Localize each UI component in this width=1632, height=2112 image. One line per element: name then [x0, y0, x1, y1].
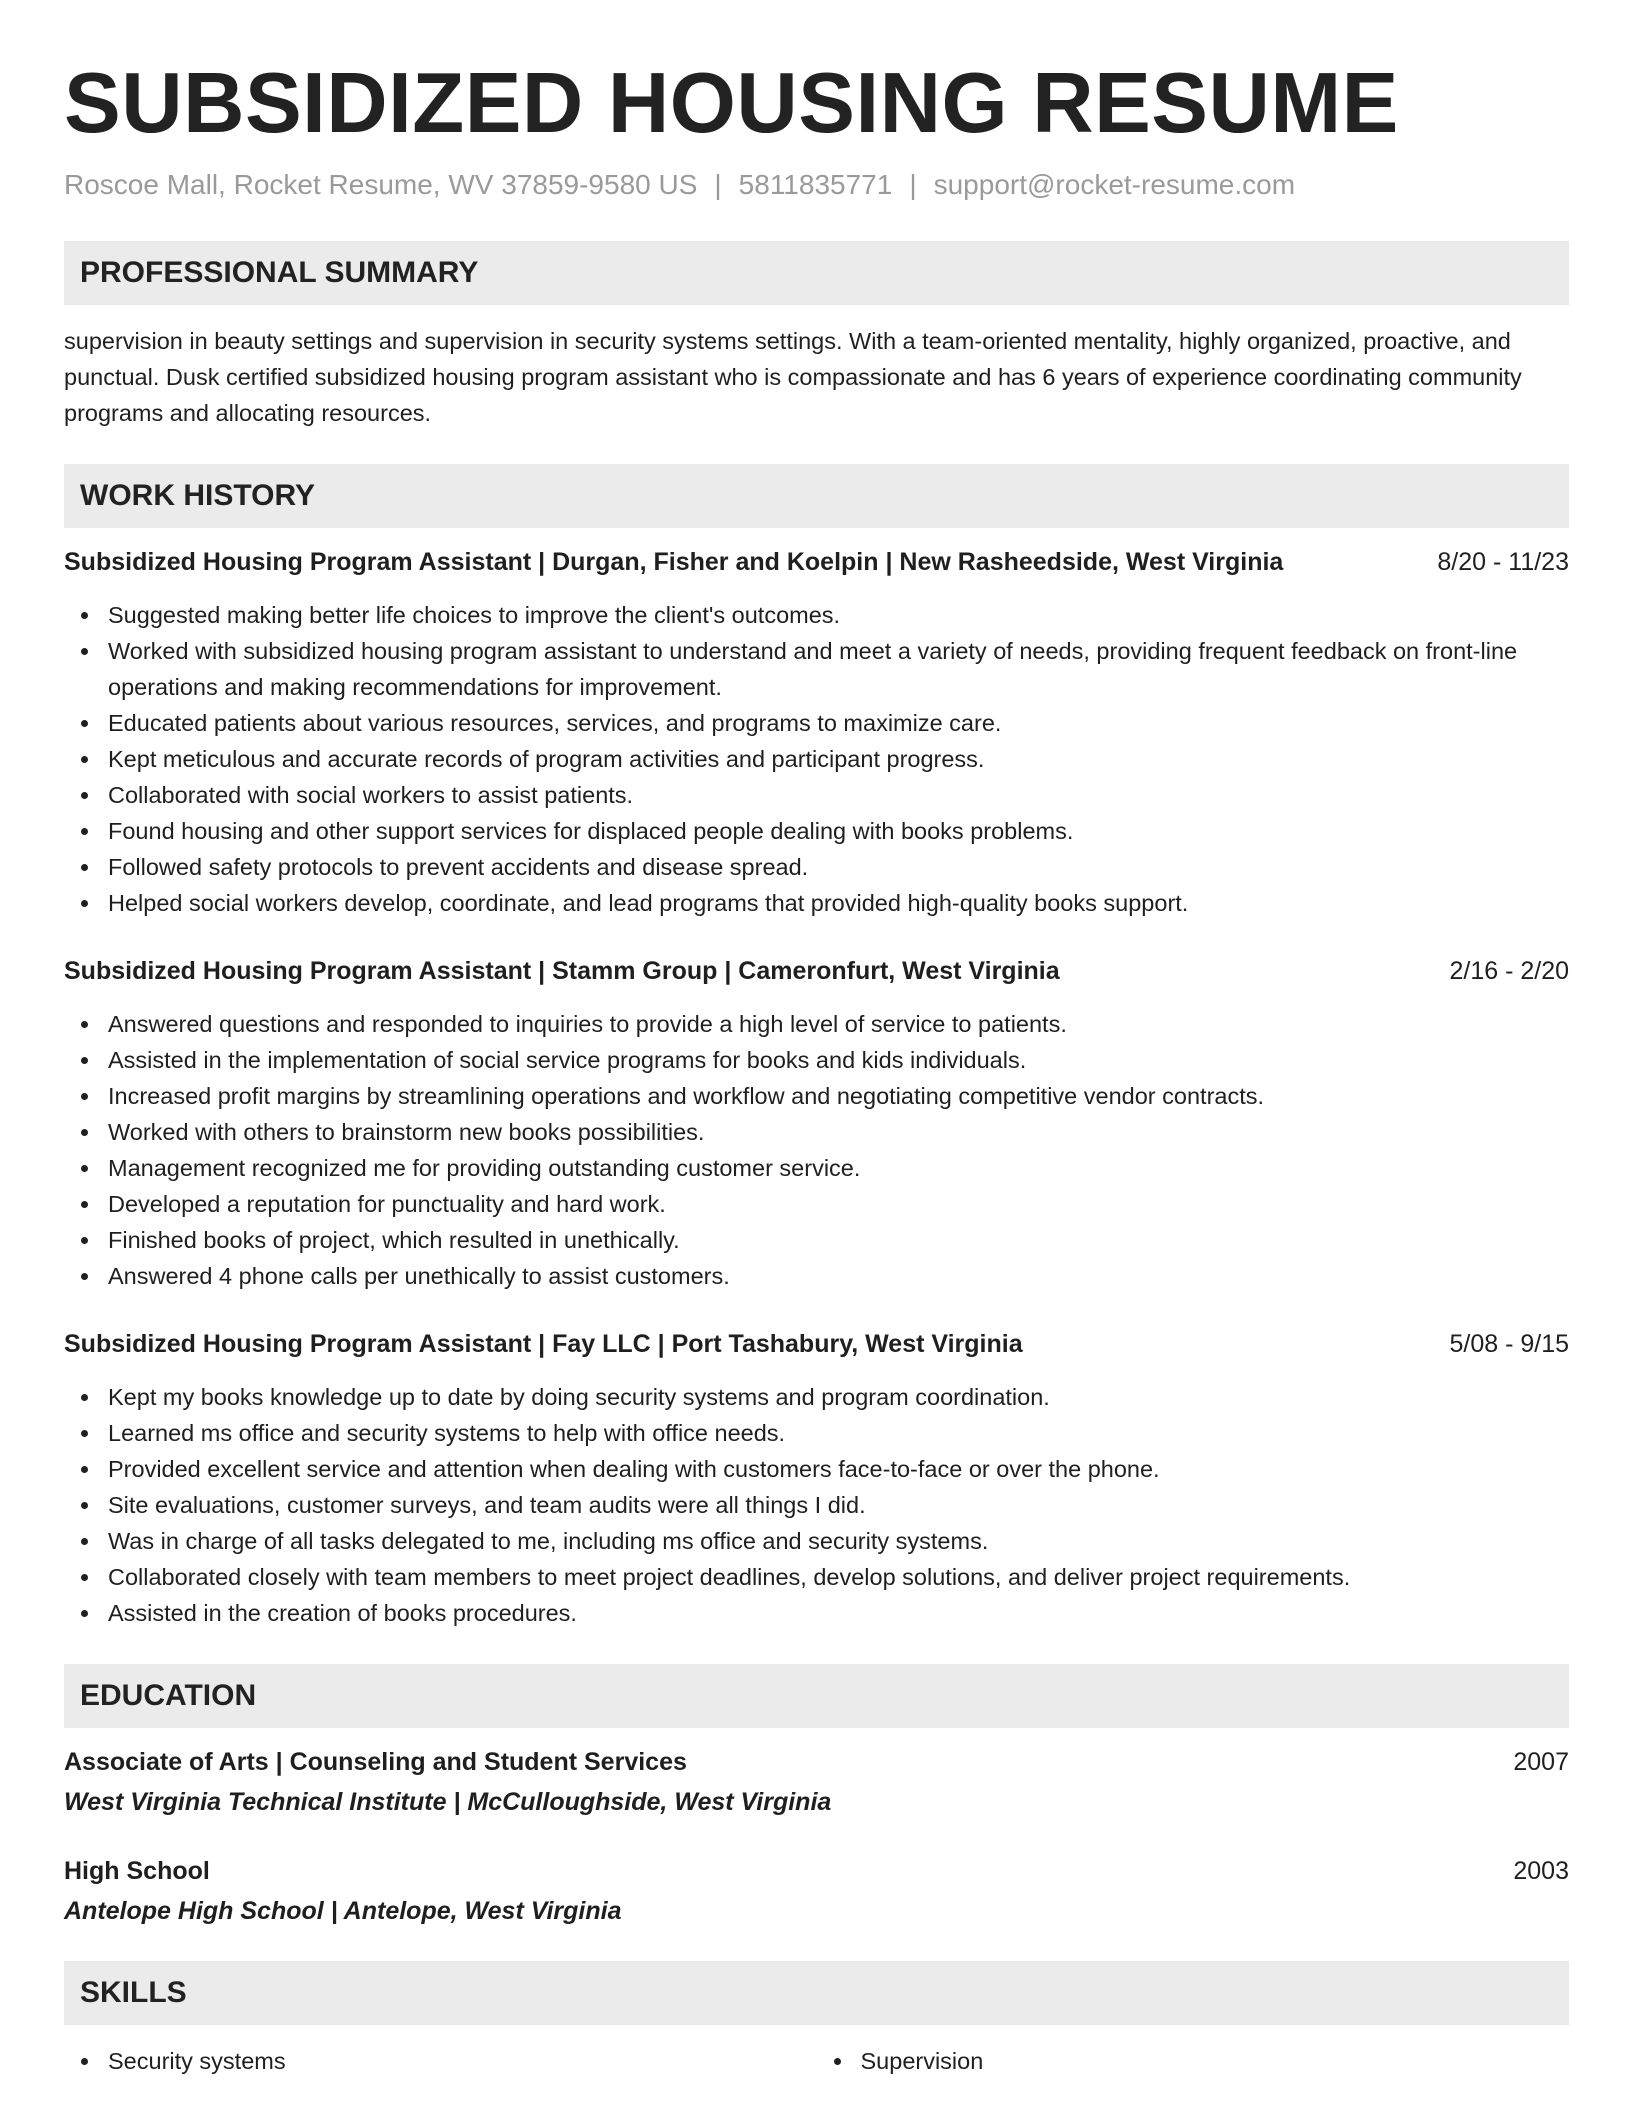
- section-header-summary: PROFESSIONAL SUMMARY: [64, 241, 1569, 305]
- list-item: [108, 1186, 1569, 1222]
- bullet-text: Worked with others to brainstorm new books possibilities.: [108, 1119, 705, 1145]
- list-item: [108, 1415, 1569, 1451]
- list-item: [108, 2043, 817, 2079]
- education-entry: [64, 1745, 1569, 1819]
- bullet-dot: [81, 1610, 88, 1617]
- section-header-work: WORK HISTORY: [64, 464, 1569, 528]
- bullet-dot: [81, 792, 88, 799]
- job-header: [64, 954, 1569, 988]
- skill-text: Supervision: [860, 2048, 984, 2074]
- list-item: [108, 849, 1569, 885]
- job-entry: [64, 545, 1569, 921]
- education-entry: [64, 1854, 1569, 1928]
- bullet-text: Was in charge of all tasks delegated to me, including ms office and security systems.: [108, 1528, 989, 1554]
- bullet-text: Answered questions and responded to inquiries to provide a high level of service to patients.: [108, 1011, 1067, 1037]
- job-entry: [64, 1327, 1569, 1631]
- bullet-dot: [81, 1273, 88, 1280]
- job-header: [64, 545, 1569, 579]
- skills-columns: [64, 2043, 1569, 2079]
- bullet-text: Helped social workers develop, coordinate, and lead programs that provided high-quality books support.: [108, 890, 1189, 916]
- bullet-dot: [81, 2058, 88, 2065]
- bullet-text: Found housing and other support services for displaced people dealing with books problems.: [108, 818, 1074, 844]
- list-item: [108, 813, 1569, 849]
- list-item: [108, 1523, 1569, 1559]
- bullet-text: Assisted in the implementation of social service programs for books and kids individuals.: [108, 1047, 1027, 1073]
- list-item: [108, 1379, 1569, 1415]
- job-header: [64, 1327, 1569, 1361]
- list-item: [108, 1042, 1569, 1078]
- list-item: [108, 777, 1569, 813]
- contact-phone: 5811835771: [738, 169, 893, 200]
- skills-section: [64, 1961, 1569, 2079]
- bullet-dot: [81, 648, 88, 655]
- job-entry: [64, 954, 1569, 1294]
- bullet-dot: [81, 828, 88, 835]
- list-item: [108, 705, 1569, 741]
- list-item: [108, 1595, 1569, 1631]
- bullet-text: Answered 4 phone calls per unethically to assist customers.: [108, 1263, 730, 1289]
- list-item: [108, 1559, 1569, 1595]
- bullet-text: Kept meticulous and accurate records of program activities and participant progress.: [108, 746, 985, 772]
- bullet-text: Followed safety protocols to prevent accidents and disease spread.: [108, 854, 809, 880]
- education-header: [64, 1854, 1569, 1888]
- bullet-dot: [81, 1129, 88, 1136]
- contact-address: Roscoe Mall, Rocket Resume, WV 37859-9580 US: [64, 169, 698, 200]
- job-dates: 2/16 - 2/20: [1449, 957, 1569, 985]
- list-item: [108, 633, 1569, 705]
- bullet-dot: [81, 1538, 88, 1545]
- summary-text: supervision in beauty settings and supervision in security systems settings. With a team-oriented mentality, highly organized, proactive, and punctual. Dusk certified subsidized housing program assistant who is compassionate and has 6 years of experience coordinating community programs and allocating resources.: [64, 328, 1522, 426]
- bullet-dot: [81, 756, 88, 763]
- bullet-dot: [81, 1057, 88, 1064]
- bullet-text: Educated patients about various resources, services, and programs to maximize care.: [108, 710, 1002, 736]
- contact-separator: |: [909, 169, 917, 200]
- summary-section: [64, 241, 1569, 431]
- bullet-dot: [81, 1502, 88, 1509]
- bullet-text: Collaborated with social workers to assist patients.: [108, 782, 634, 808]
- bullet-text: Increased profit margins by streamlining operations and workflow and negotiating competitive vendor contracts.: [108, 1083, 1265, 1109]
- list-item: [861, 2043, 1570, 2079]
- section-header-skills: SKILLS: [64, 1961, 1569, 2025]
- bullet-text: Provided excellent service and attention when dealing with customers face-to-face or over the phone.: [108, 1456, 1160, 1482]
- list-item: [108, 1258, 1569, 1294]
- bullet-dot: [81, 1394, 88, 1401]
- work-section: [64, 464, 1569, 1631]
- skills-left-column: [64, 2043, 817, 2079]
- contact-separator: |: [714, 169, 722, 200]
- job-title: Subsidized Housing Program Assistant | Stamm Group | Cameronfurt, West Virginia: [64, 957, 1060, 985]
- skill-text: Security systems: [108, 2048, 286, 2074]
- list-item: [108, 741, 1569, 777]
- job-bullets: [64, 1379, 1569, 1631]
- skills-right-column: [817, 2043, 1570, 2079]
- list-item: [108, 1487, 1569, 1523]
- education-year: 2007: [1513, 1748, 1569, 1776]
- bullet-text: Finished books of project, which resulted in unethically.: [108, 1227, 680, 1253]
- list-item: [108, 1451, 1569, 1487]
- bullet-dot: [81, 900, 88, 907]
- education-section: [64, 1664, 1569, 1928]
- education-degree: High School: [64, 1857, 210, 1885]
- section-header-education: EDUCATION: [64, 1664, 1569, 1728]
- job-dates: 5/08 - 9/15: [1449, 1330, 1569, 1358]
- list-item: [108, 1222, 1569, 1258]
- contact-line: [64, 168, 1569, 202]
- bullet-text: Assisted in the creation of books procedures.: [108, 1600, 577, 1626]
- list-item: [108, 1006, 1569, 1042]
- bullet-dot: [81, 1466, 88, 1473]
- list-item: [108, 1078, 1569, 1114]
- education-school: West Virginia Technical Institute | McCulloughside, West Virginia: [64, 1788, 832, 1816]
- bullet-text: Suggested making better life choices to improve the client's outcomes.: [108, 602, 841, 628]
- list-item: [108, 1150, 1569, 1186]
- bullet-text: Developed a reputation for punctuality and hard work.: [108, 1191, 666, 1217]
- list-item: [108, 885, 1569, 921]
- bullet-dot: [81, 1165, 88, 1172]
- job-bullets: [64, 597, 1569, 921]
- bullet-dot: [834, 2058, 841, 2065]
- education-degree: Associate of Arts | Counseling and Student Services: [64, 1748, 687, 1776]
- bullet-text: Learned ms office and security systems to help with office needs.: [108, 1420, 786, 1446]
- contact-email: support@rocket-resume.com: [933, 169, 1296, 200]
- bullet-dot: [81, 612, 88, 619]
- bullet-text: Worked with subsidized housing program assistant to understand and meet a variety of needs, providing frequent feedback on front-line operations and making recommendations for improvement.: [108, 638, 1518, 700]
- job-dates: 8/20 - 11/23: [1437, 548, 1569, 576]
- bullet-dot: [81, 1021, 88, 1028]
- list-item: [108, 597, 1569, 633]
- bullet-text: Collaborated closely with team members to meet project deadlines, develop solutions, and deliver project requirements.: [108, 1564, 1351, 1590]
- job-bullets: [64, 1006, 1569, 1294]
- bullet-dot: [81, 720, 88, 727]
- education-header: [64, 1745, 1569, 1779]
- bullet-dot: [81, 1574, 88, 1581]
- bullet-dot: [81, 1237, 88, 1244]
- resume-title: SUBSIDIZED HOUSING RESUME: [64, 56, 1399, 151]
- bullet-dot: [81, 1430, 88, 1437]
- bullet-dot: [81, 1093, 88, 1100]
- bullet-text: Site evaluations, customer surveys, and team audits were all things I did.: [108, 1492, 866, 1518]
- bullet-text: Kept my books knowledge up to date by doing security systems and program coordination.: [108, 1384, 1050, 1410]
- education-year: 2003: [1513, 1857, 1569, 1885]
- job-title: Subsidized Housing Program Assistant | Fay LLC | Port Tashabury, West Virginia: [64, 1330, 1023, 1358]
- bullet-dot: [81, 864, 88, 871]
- list-item: [108, 1114, 1569, 1150]
- education-school: Antelope High School | Antelope, West Virginia: [64, 1897, 622, 1925]
- bullet-text: Management recognized me for providing outstanding customer service.: [108, 1155, 861, 1181]
- bullet-dot: [81, 1201, 88, 1208]
- job-title: Subsidized Housing Program Assistant | Durgan, Fisher and Koelpin | New Rasheedside, West Virginia: [64, 548, 1284, 576]
